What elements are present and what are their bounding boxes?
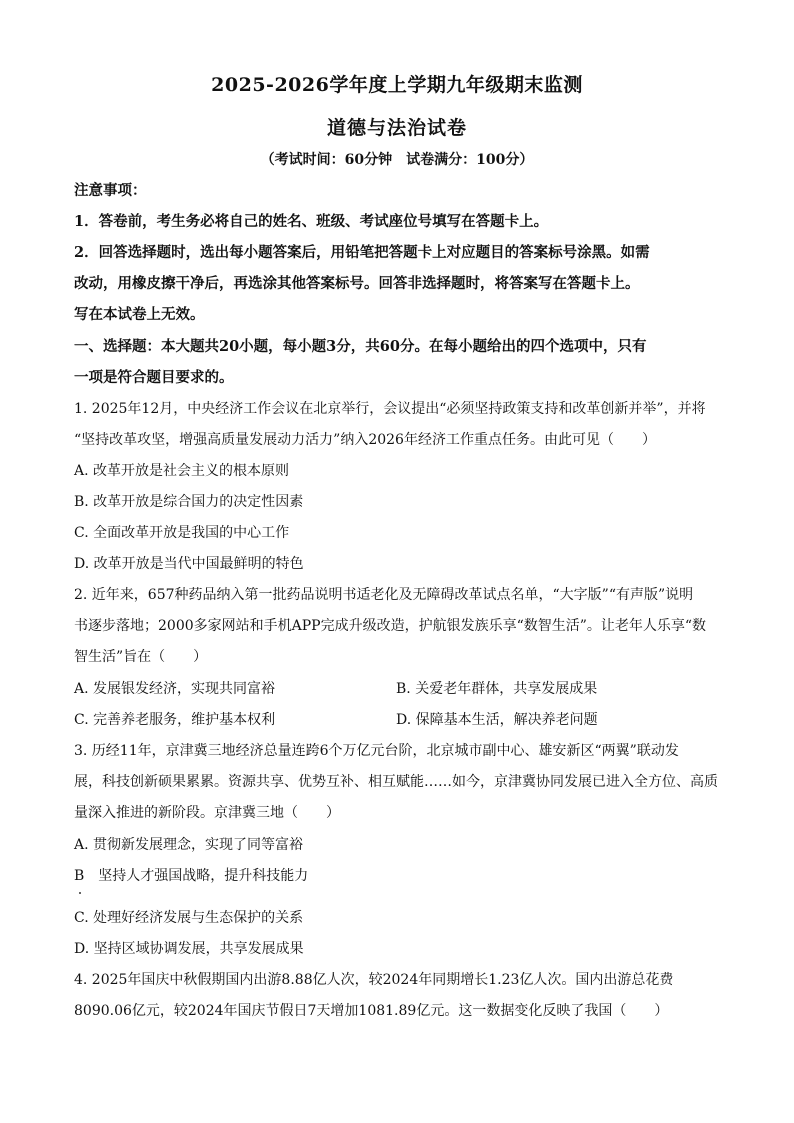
notes-item-2-end: 写在本试卷上无效。: [74, 306, 205, 323]
question-1-option-a: A. 改革开放是社会主义的根本原则: [74, 463, 290, 479]
question-3-option-d: D. 坚持区域协调发展，共享发展成果: [74, 941, 304, 957]
exam-subject: 道德与法治试卷: [326, 117, 467, 139]
section-heading: 一、选择题：本大题共20小题，每小题3分，共60分。在每小题给出的四个选项中，只有: [74, 338, 647, 355]
question-1-option-d: D. 改革开放是当代中国最鲜明的特色: [74, 556, 304, 572]
stray-dot: [79, 892, 81, 894]
question-2-stem-cont: 书逐步落地；2000多家网站和手机APP完成升级改造，护航银发族乐享“数智生活”。让老年人乐享“数: [74, 618, 707, 634]
question-3-stem-end: 量深入推进的新阶段。京津冀三地（ ）: [74, 805, 340, 821]
question-2-option-a: A. 发展银发经济，实现共同富裕: [74, 681, 276, 697]
question-1-option-c: C. 全面改革开放是我国的中心工作: [74, 525, 290, 541]
question-3-stem: 3. 历经11年，京津冀三地经济总量连跨6个万亿元台阶，北京城市副中心、雄安新区“两翼”联动发: [74, 743, 679, 759]
question-4-stem: 4. 2025年国庆中秋假期国内出游8.88亿人次，较2024年同期增长1.23亿人次。国内出游总花费: [74, 972, 674, 988]
notes-heading: 注意事项：: [74, 182, 147, 199]
notes-item-2: 2．回答选择题时，选出每小题答案后，用铅笔把答题卡上对应题目的答案标号涂黑。如需: [74, 244, 650, 261]
exam-title: 2025-2026学年度上学期九年级期末监测: [211, 74, 583, 96]
notes-item-2-cont: 改动，用橡皮擦干净后，再选涂其他答案标号。回答非选择题时，将答案写在答题卡上。: [74, 275, 640, 292]
question-2-option-c: C. 完善养老服务，维护基本权利: [74, 712, 276, 728]
exam-time-info: （考试时间：60分钟 试卷满分：100分）: [260, 152, 534, 168]
question-2-stem-end: 智生活”旨在（ ）: [74, 649, 208, 665]
question-3-option-c: C. 处理好经济发展与生态保护的关系: [74, 910, 304, 926]
section-heading-cont: 一项是符合题目要求的。: [74, 369, 234, 386]
question-2-stem: 2. 近年来，657种药品纳入第一批药品说明书适老化及无障碍改革试点名单，“大字版”“有声版”说明: [74, 587, 694, 603]
question-3-stem-cont: 展，科技创新硕果累累。资源共享、优势互补、相互赋能……如今，京津冀协同发展已进入全方位、高质: [74, 774, 718, 790]
question-4-stem-cont: 8090.06亿元，较2024年国庆节假日7天增加1081.89亿元。这一数据变化反映了我国（ ）: [74, 1003, 669, 1019]
notes-item-1: 1．答卷前，考生务必将自己的姓名、班级、考试座位号填写在答题卡上。: [74, 213, 549, 230]
question-2-option-b: B. 关爱老年群体，共享发展成果: [396, 681, 598, 697]
question-3-option-b: B 坚持人才强国战略，提升科技能力: [74, 868, 309, 884]
question-2-option-d: D. 保障基本生活，解决养老问题: [396, 712, 598, 728]
question-1-stem-cont: “坚持改革攻坚，增强高质量发展动力活力”纳入2026年经济工作重点任务。由此可见（ ）: [74, 432, 656, 448]
question-3-option-a: A. 贯彻新发展理念，实现了同等富裕: [74, 837, 304, 853]
question-1-option-b: B. 改革开放是综合国力的决定性因素: [74, 494, 304, 510]
question-1-stem: 1. 2025年12月，中央经济工作会议在北京举行，会议提出“必须坚持政策支持和改革创新并举”，并将: [74, 401, 706, 417]
